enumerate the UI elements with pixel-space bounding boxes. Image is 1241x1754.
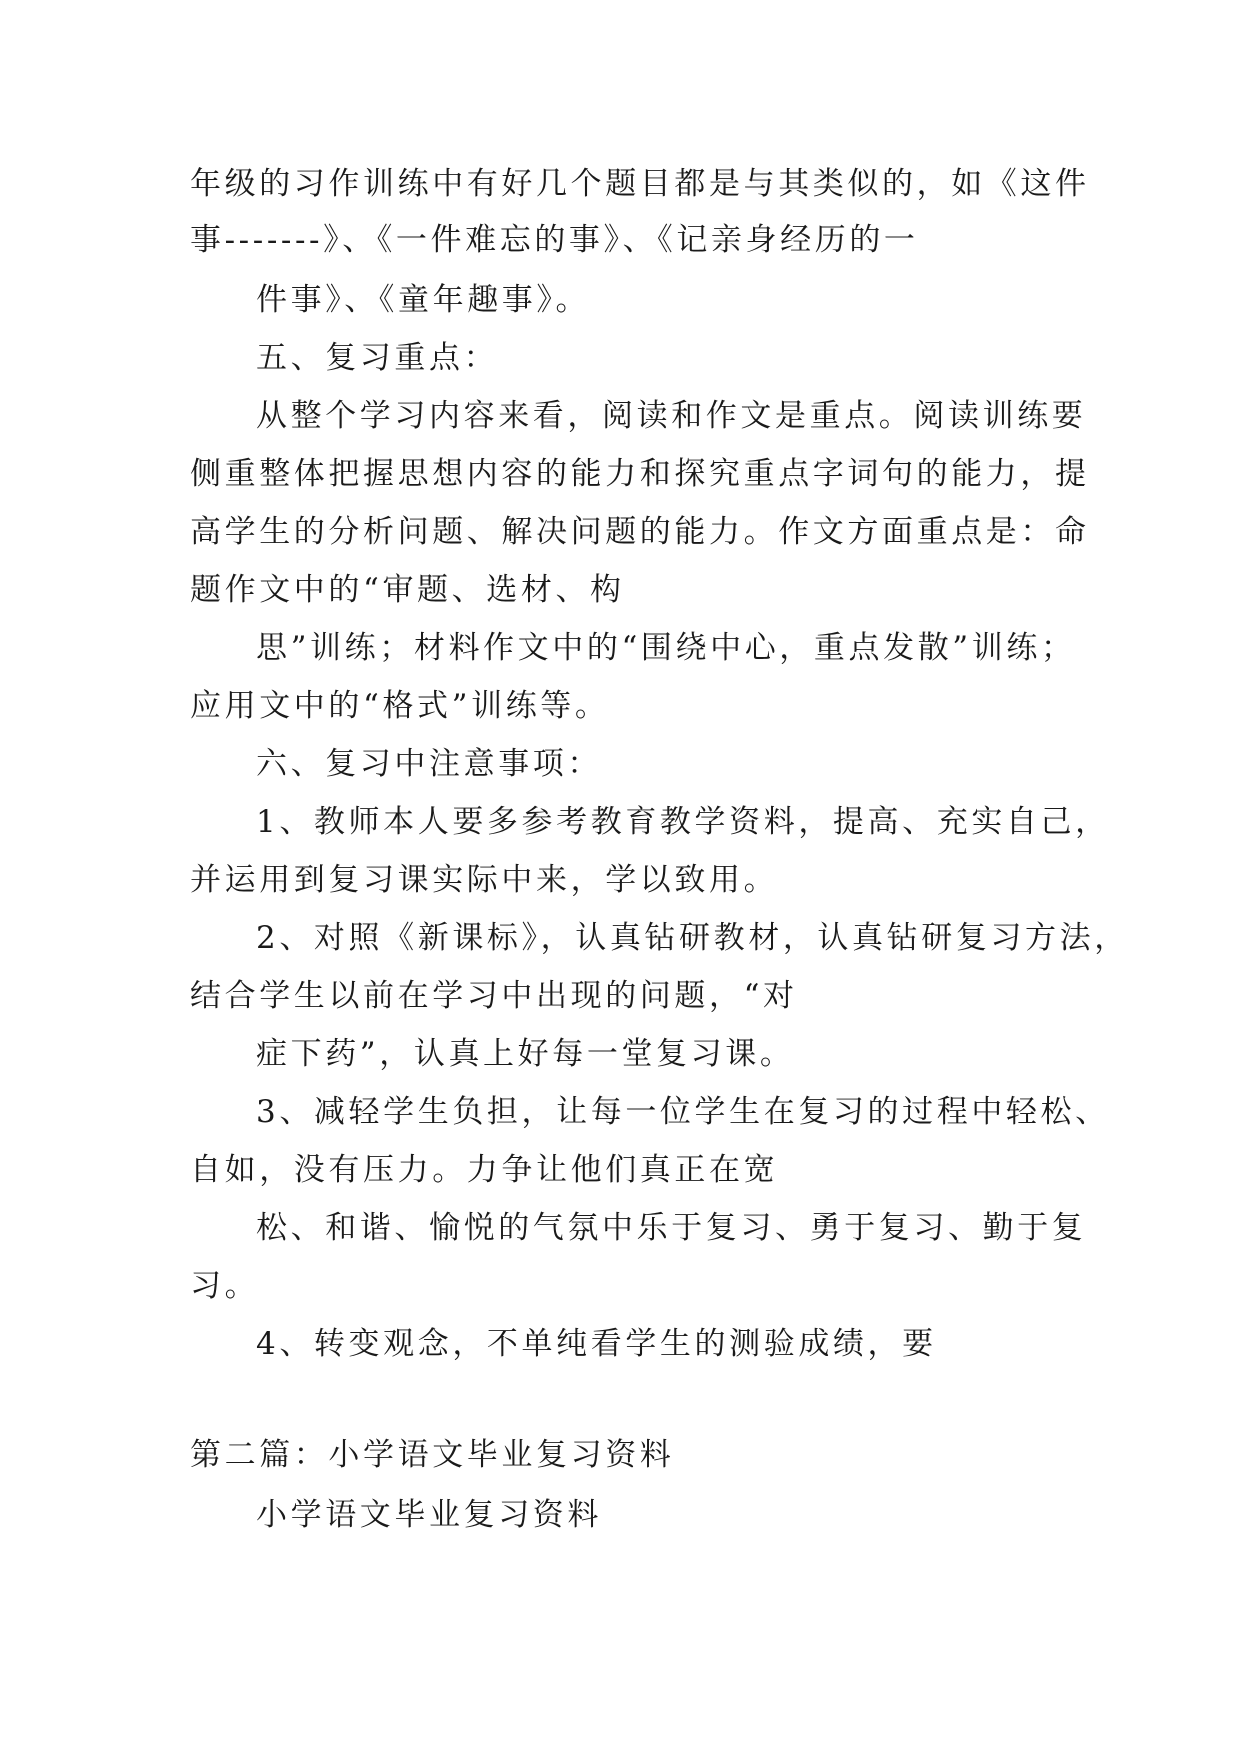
list-item-line: 3、减轻学生负担，让每一位学生在复习的过程中轻松、: [256, 1094, 1110, 1130]
section-heading: 五、复习重点：: [256, 340, 499, 376]
list-item-line: 松、和谐、愉悦的气氛中乐于复习、勇于复习、勤于复: [256, 1210, 1087, 1246]
list-item-line: 症下药”，认真上好每一堂复习课。: [256, 1036, 795, 1072]
chapter-subtitle: 小学语文毕业复习资料: [256, 1497, 602, 1533]
list-item-line: 结合学生以前在学习中出现的问题，“对: [190, 978, 798, 1014]
list-item-line: 并运用到复习课实际中来，学以致用。: [190, 862, 779, 898]
paragraph-line: 题作文中的“审题、选材、构: [190, 572, 625, 608]
section-heading: 六、复习中注意事项：: [256, 746, 602, 782]
paragraph-line: 高学生的分析问题、解决问题的能力。作文方面重点是：命: [190, 514, 1090, 550]
paragraph-line: 件事》、《童年趣事》。: [256, 282, 591, 318]
paragraph-line: 事-------》、《一件难忘的事》、《记亲身经历的一: [190, 222, 919, 258]
list-item-line: 习。: [190, 1268, 260, 1304]
paragraph-line: 年级的习作训练中有好几个题目都是与其类似的，如《这件: [190, 166, 1090, 202]
paragraph-line: 侧重整体把握思想内容的能力和探究重点字词句的能力，提: [190, 456, 1090, 492]
paragraph-line: 思”训练；材料作文中的“围绕中心，重点发散”训练；: [256, 630, 1076, 666]
chapter-title: 第二篇：小学语文毕业复习资料: [190, 1437, 675, 1473]
list-item-line: 1、教师本人要多参考教育教学资料，提高、充实自己，: [256, 804, 1110, 840]
list-item-line: 自如，没有压力。力争让他们真正在宽: [190, 1152, 779, 1188]
paragraph-line: 应用文中的“格式”训练等。: [190, 688, 610, 724]
paragraph-line: 从整个学习内容来看，阅读和作文是重点。阅读训练要: [256, 398, 1087, 434]
list-item-line: 4、转变观念，不单纯看学生的测验成绩，要: [256, 1326, 937, 1362]
list-item-line: 2、对照《新课标》，认真钻研教材，认真钻研复习方法，: [256, 920, 1129, 956]
